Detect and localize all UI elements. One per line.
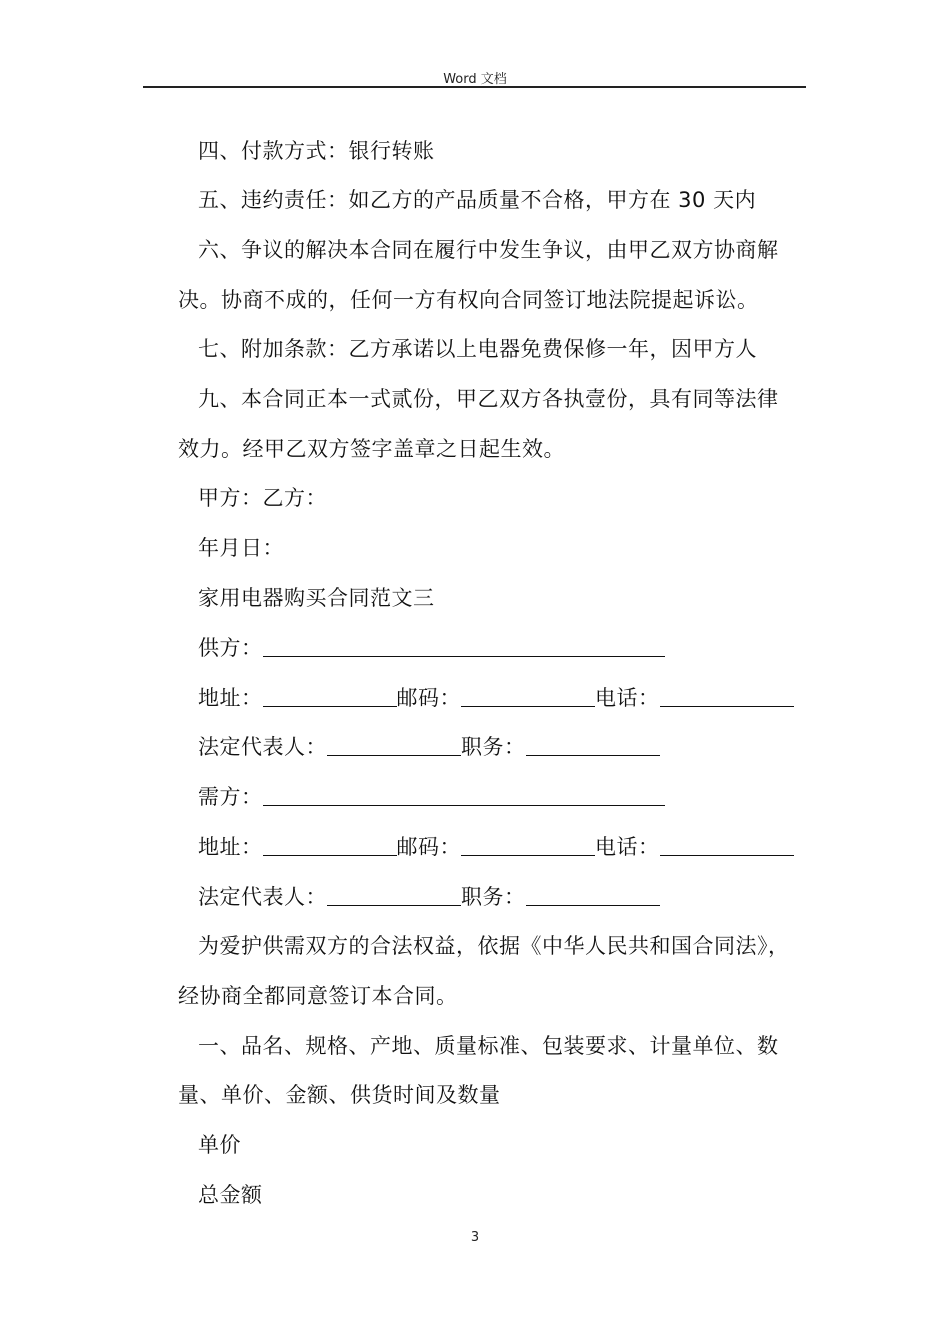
clause-copies-cont: 效力。经甲乙双方签字盖章之日起生效。 (178, 437, 565, 461)
buyer-field[interactable] (263, 785, 665, 806)
legal-rep-field[interactable] (327, 885, 461, 906)
position-field[interactable] (526, 885, 660, 906)
supplier-row (198, 633, 838, 663)
address-field[interactable] (263, 686, 397, 707)
phone-field[interactable] (660, 835, 794, 856)
phone-label: 电话： (595, 686, 660, 710)
legal-rep-label: 法定代表人： (198, 885, 327, 909)
preamble: 为爱护供需双方的合法权益，依据《中华人民共和国合同法》， (198, 934, 790, 958)
legal-rep-label: 法定代表人： (198, 735, 327, 759)
section-title: 家用电器购买合同范文三 (198, 586, 435, 610)
phone-field[interactable] (660, 686, 794, 707)
legal-rep-field[interactable] (327, 735, 461, 756)
phone-label: 电话： (595, 835, 660, 859)
address-label: 地址： (198, 835, 263, 859)
total-amount-label: 总金额 (198, 1183, 263, 1207)
buyer-address-row (198, 832, 838, 862)
buyer-rep-row (198, 882, 838, 912)
clause-items: 一、品名、规格、产地、质量标准、包装要求、计量单位、数 (198, 1034, 779, 1058)
address-label: 地址： (198, 686, 263, 710)
header-rule (143, 86, 806, 88)
header-title: Word 文档 (443, 72, 507, 87)
position-field[interactable] (526, 735, 660, 756)
postcode-field[interactable] (461, 835, 595, 856)
clause-breach: 五、违约责任：如乙方的产品质量不合格，甲方在 30 天内 (198, 188, 757, 212)
preamble-cont: 经协商全都同意签订本合同。 (178, 984, 458, 1008)
position-label: 职务： (461, 885, 526, 909)
page-number: 3 (470, 1230, 480, 1245)
postcode-label: 邮码： (396, 835, 461, 859)
clause-payment: 四、付款方式：银行转账 (198, 139, 435, 163)
buyer-label: 需方： (198, 785, 263, 809)
postcode-label: 邮码： (396, 686, 461, 710)
postcode-field[interactable] (461, 686, 595, 707)
date-line: 年月日： (198, 536, 284, 560)
clause-dispute-cont: 决。协商不成的，任何一方有权向合同签订地法院提起诉讼。 (178, 288, 759, 312)
clause-copies: 九、本合同正本一式贰份，甲乙双方各执壹份，具有同等法律 (198, 387, 779, 411)
clause-additional: 七、附加条款：乙方承诺以上电器免费保修一年，因甲方人 (198, 337, 757, 361)
supplier-rep-row (198, 732, 838, 762)
buyer-row (198, 782, 838, 812)
supplier-field[interactable] (263, 636, 665, 657)
party-signatures: 甲方：乙方： (198, 486, 327, 510)
supplier-label: 供方： (198, 636, 263, 660)
unit-price-label: 单价 (198, 1133, 241, 1157)
address-field[interactable] (263, 835, 397, 856)
clause-dispute: 六、争议的解决本合同在履行中发生争议，由甲乙双方协商解 (198, 238, 779, 262)
supplier-address-row (198, 683, 838, 713)
position-label: 职务： (461, 735, 526, 759)
clause-items-cont: 量、单价、金额、供货时间及数量 (178, 1083, 501, 1107)
